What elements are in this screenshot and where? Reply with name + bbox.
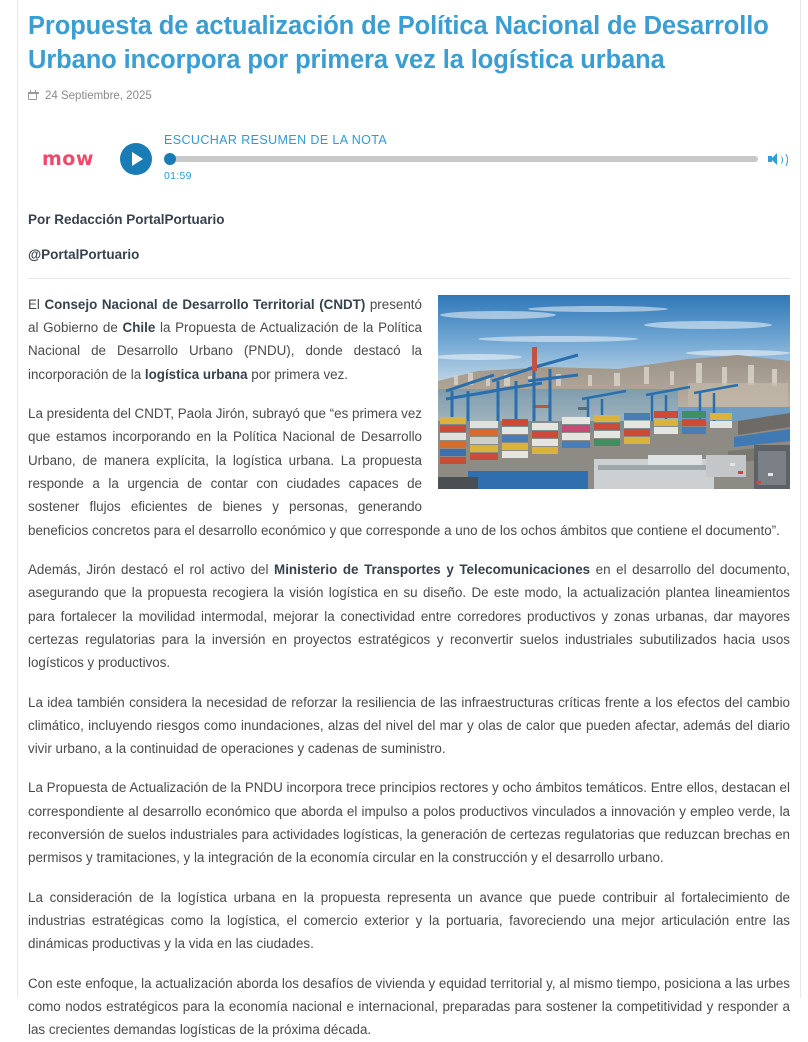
audio-player-title: ESCUCHAR RESUMEN DE LA NOTA bbox=[164, 133, 388, 148]
article-body bbox=[28, 293, 790, 1042]
article-paragraph-2: La presidenta del CNDT, Paola Jirón, subrayó que “es primera vez que estamos incorporando en la Política Nacional de Desarrollo Urbano, de manera explícita, la logística urbana. La propuesta responde a la urgencia de contar con ciudades capaces de sostener flujos eficientes de bienes y personas, generando beneficios concretos para el desarrollo económico y que corresponde a uno de los ochos ámbitos que contiene el documento”. bbox=[28, 406, 780, 538]
audio-progress-slider[interactable] bbox=[164, 156, 758, 162]
play-icon[interactable] bbox=[120, 143, 152, 175]
article-byline bbox=[28, 212, 790, 227]
article-paragraph-5: La Propuesta de Actualización de la PNDU incorpora trece principios rectores y ocho ámbitos temáticos. Entre ellos, destacan el correspondiente al desarrollo económico que aborda el impulso a polos productivos vinculados a innovación y empleo verde, la reconversión de suelos industriales para actividades logísticas, la generación de certezas regulatorias que reduzcan brechas en permisos y tramitaciones, y la integración de la economía circular en la construcción y el desarrollo urbano. bbox=[28, 780, 790, 866]
article-paragraph-7: Con este enfoque, la actualización aborda los desafíos de vivienda y equidad territorial y, al mismo tiempo, posiciona a las urbes como nodos estratégicos para la economía nacional e internacional, preparadas para sostener la competitividad y responder a las crecientes demandas logísticas de la próxima década. bbox=[28, 975, 790, 1038]
audio-seek-row bbox=[164, 151, 786, 167]
lead-photo bbox=[438, 295, 790, 489]
handle-text: @PortalPortuario bbox=[28, 246, 140, 262]
article-paragraph-1: El Consejo Nacional de Desarrollo Territorial (CNDT) presentó al Gobierno de Chile la Propuesta de Actualización de la Política Nacional de Desarrollo Urbano (PNDU), donde destacó la incorporación de la logística urbana por primera vez. bbox=[28, 296, 422, 382]
audio-player bbox=[28, 133, 790, 183]
article-paragraph-6: La consideración de la logística urbana en la propuesta representa un avance que puede contribuir al fortalecimiento de industrias estratégicas como la logística, el comercio exterior y la portuaria, favoreciendo una mejor articulación entre las dinámicas productivas y la vida en las ciudades. bbox=[28, 889, 790, 952]
article-date-row bbox=[28, 90, 790, 102]
audio-progress-handle[interactable] bbox=[164, 153, 176, 165]
audio-player-body bbox=[164, 133, 786, 182]
byline-divider bbox=[28, 278, 790, 279]
article-paragraph-4: La idea también considera la necesidad de reforzar la resiliencia de las infraestructuras críticas frente a los efectos del cambio climático, incluyendo riesgos como inundaciones, alzas del nivel del mar y olas de calor que pueden afectar, además del diario vivir urbano, a la continuidad de operaciones y cadenas de suministro. bbox=[28, 694, 790, 757]
page-title: Propuesta de actualización de Política Nacional de Desarrollo Urbano incorpora por primera vez la logística urbana bbox=[28, 12, 769, 74]
article-handle bbox=[28, 247, 790, 262]
byline-text: Por Redacción PortalPortuario bbox=[28, 211, 225, 227]
volume-icon[interactable] bbox=[768, 151, 786, 167]
calendar-icon bbox=[28, 90, 39, 101]
article-date: 24 Septiembre, 2025 bbox=[45, 89, 152, 102]
audio-duration: 01:59 bbox=[164, 170, 192, 183]
article-paragraph-3: Además, Jirón destacó el rol activo del Ministerio de Transportes y Telecomunicaciones en el desarrollo del documento, asegurando que la propuesta recogiera la visión logística en su diseño. De este modo, la actualización plantea lineamientos para fortalecer la movilidad intermodal, mejorar la conectividad entre corredores productivos y zonas urbanas, dar mayores certezas regulatorias para la inversión en proyectos estratégicos y reconvertir suelos industriales subutilizados hacia usos logísticos y productivos. bbox=[28, 561, 790, 671]
mow-logo: mow bbox=[42, 147, 94, 170]
